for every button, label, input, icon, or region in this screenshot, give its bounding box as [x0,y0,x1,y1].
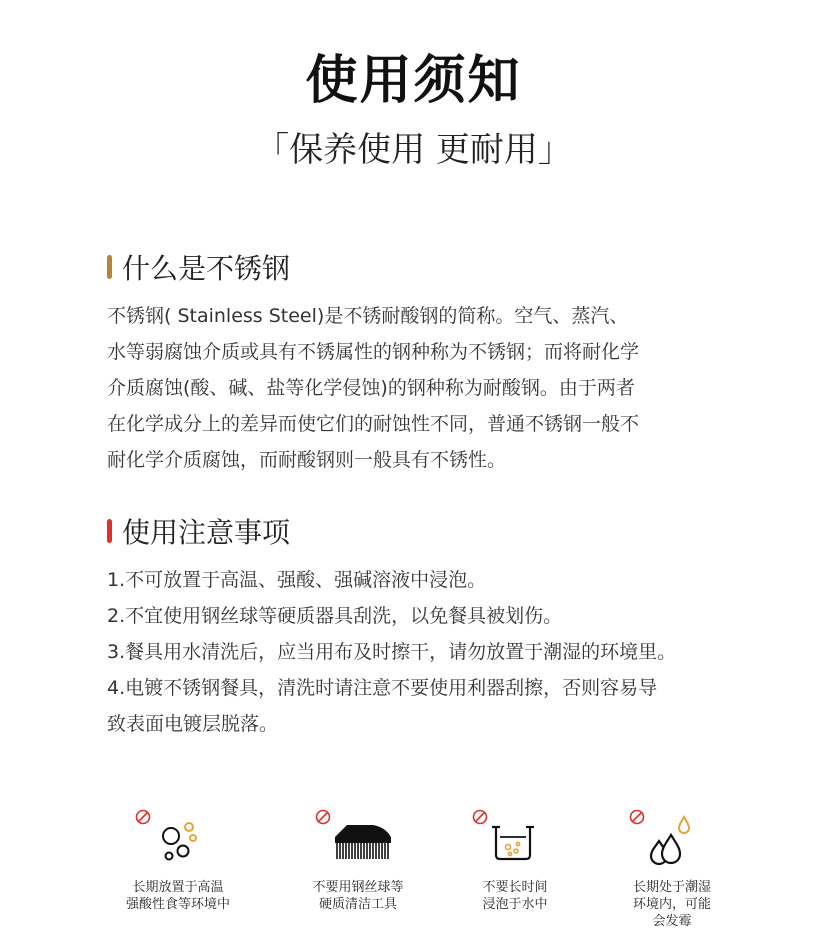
warning-caption: 不要长时间 浸泡于水中 [482,880,548,912]
section-heading-text: 什么是不锈钢 [122,252,291,285]
prohibit-icon [317,811,330,824]
section-accent-bar [107,255,112,279]
section-heading-text: 使用注意事项 [122,516,291,549]
warning-item-wire-brush [273,805,443,913]
warning-item-humidity [587,805,757,930]
paragraph-line: 水等弱腐蚀介质或具有不锈属性的钢种称为不锈钢；而将耐化学 [107,341,640,363]
soaking-bowl-icon [430,805,600,877]
section-heading-stainless [107,247,290,287]
list-item: 3.餐具用水清洗后，应当用布及时擦干，请勿放置于潮湿的环境里。 [107,641,677,663]
paragraph-line: 耐化学介质腐蚀，而耐酸钢则一般具有不锈性。 [107,449,507,471]
list-item: 2.不宜使用钢丝球等硬质器具刮洗，以免餐具被划伤。 [107,605,563,627]
stainless-description [107,298,747,478]
warning-item-soaking [430,805,600,913]
wire-brush-icon [273,805,443,877]
paragraph-line: 在化学成分上的差异而使它们的耐蚀性不同，普通不锈钢一般不 [107,413,640,435]
paragraph-line: 介质腐蚀(酸、碱、盐等化学侵蚀)的钢种称为耐酸钢。由于两者 [107,377,635,399]
page-title: 使用须知 [305,51,522,111]
precautions-list [107,562,767,742]
warning-caption: 长期放置于高温 强酸性食等环境中 [125,880,230,912]
section-accent-bar [107,519,112,543]
page-subtitle: 「保养使用 更耐用」 [255,130,572,170]
warning-caption: 不要用钢丝球等 硬质清洁工具 [312,880,404,912]
prohibit-icon [474,811,487,824]
prohibit-icon [137,811,150,824]
warning-caption: 长期处于潮湿 环境内，可能 会发霉 [632,880,711,929]
bubbles-icon [93,805,263,877]
warning-item-high-temp [93,805,263,913]
section-heading-precautions [107,511,290,551]
water-drops-icon [587,805,757,877]
paragraph-line: 不锈钢( Stainless Steel)是不锈耐酸钢的简称。空气、蒸汽、 [107,305,629,327]
list-item: 致表面电镀层脱落。 [107,713,279,735]
list-item: 1.不可放置于高温、强酸、强碱溶液中浸泡。 [107,569,487,591]
prohibit-icon [631,811,644,824]
list-item: 4.电镀不锈钢餐具，清洗时请注意不要使用利器刮擦，否则容易导 [107,677,658,699]
